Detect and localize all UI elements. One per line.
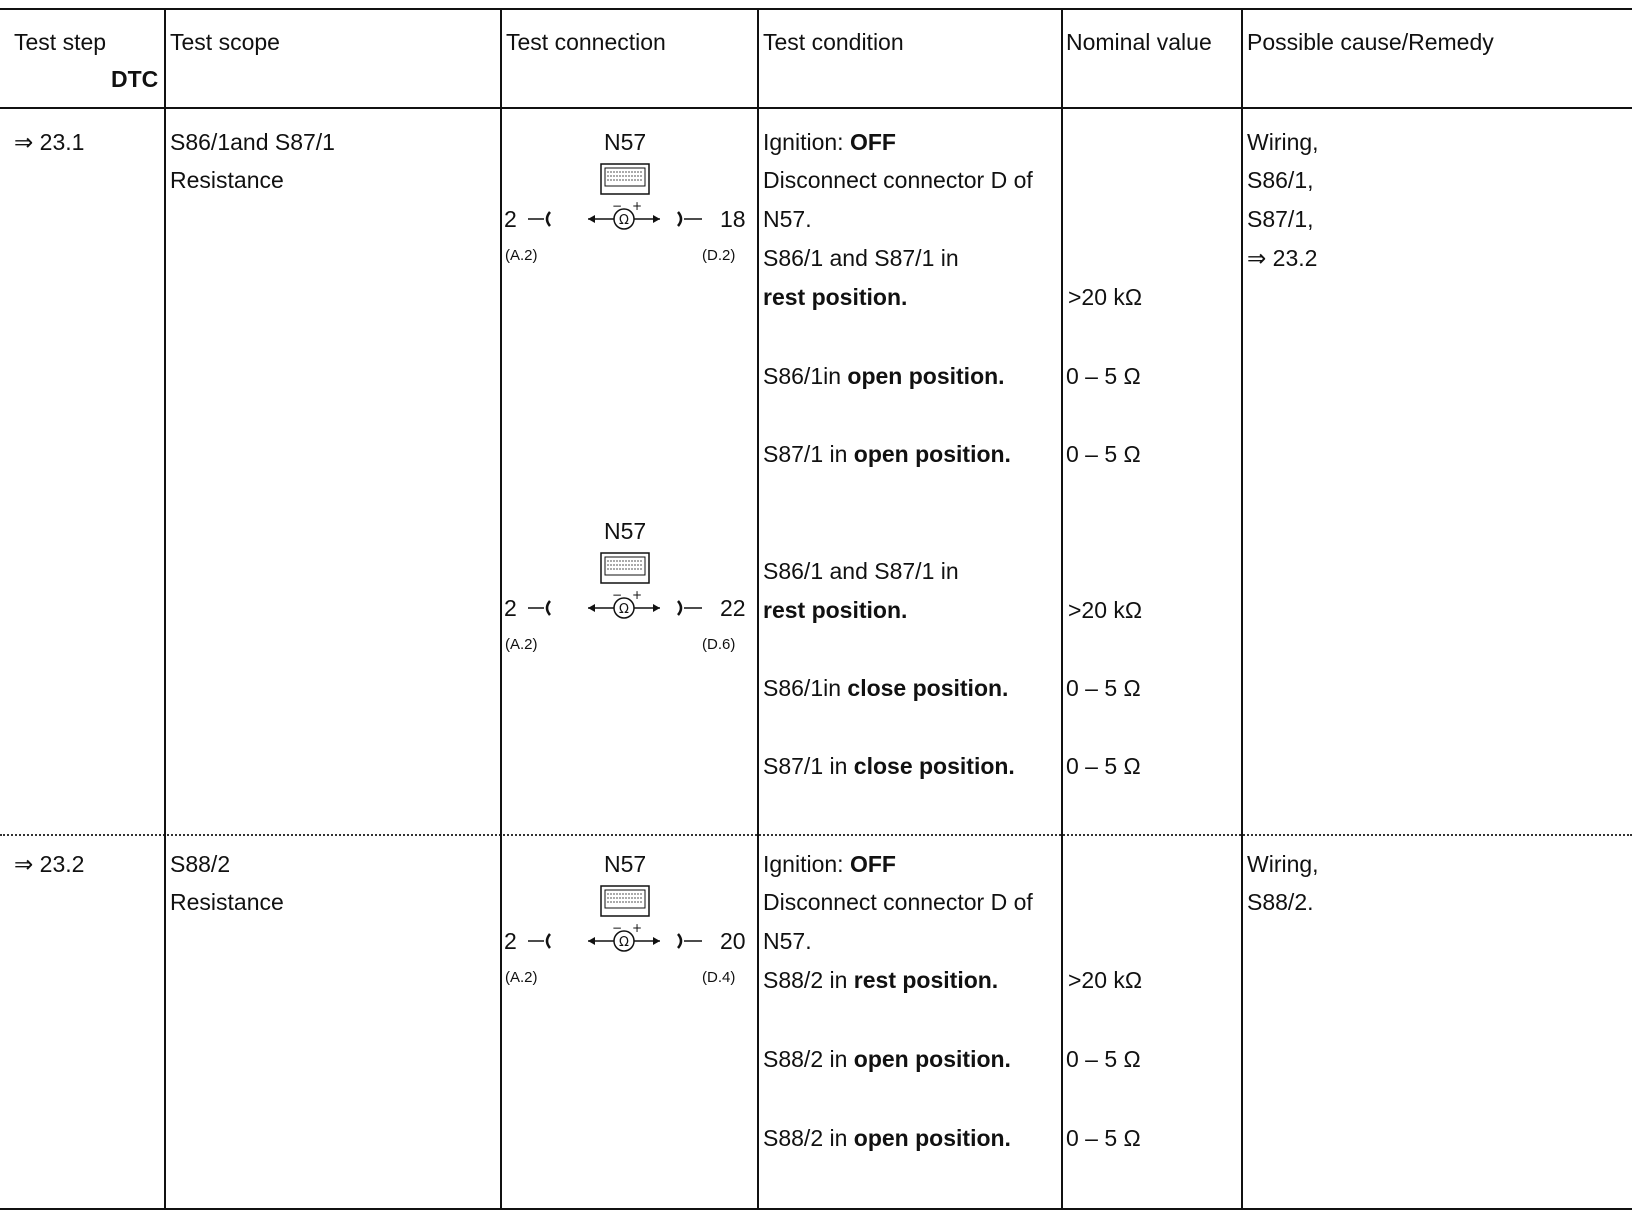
pin-right: 18 bbox=[720, 206, 746, 232]
svg-text:+: + bbox=[632, 588, 643, 602]
column-divider bbox=[1241, 8, 1243, 1210]
test-condition-line: S86/1 and S87/1 in bbox=[763, 558, 959, 584]
possible-cause-line: Wiring, bbox=[1247, 851, 1319, 877]
nominal-value: >20 kΩ bbox=[1068, 967, 1143, 993]
test-condition-line: rest position. bbox=[763, 597, 908, 623]
device-label: N57 bbox=[604, 851, 647, 877]
device-label: N57 bbox=[604, 129, 647, 155]
pin-sub-left: (A.2) bbox=[505, 247, 538, 264]
svg-text:+: + bbox=[632, 199, 643, 213]
header-test-condition: Test condition bbox=[763, 29, 904, 55]
test-connection-diagram bbox=[502, 124, 752, 264]
test-step-number: ⇒ 23.2 bbox=[14, 851, 85, 877]
possible-cause-line: S86/1, bbox=[1247, 167, 1314, 193]
test-condition-line: S87/1 in open position. bbox=[763, 441, 1011, 467]
test-condition-line: Disconnect connector D of bbox=[763, 167, 1033, 193]
test-condition-line: Disconnect connector D of bbox=[763, 889, 1033, 915]
test-scope-line: S88/2 bbox=[170, 851, 231, 877]
header-test-step: Test step bbox=[14, 29, 107, 55]
test-condition-line: S86/1 and S87/1 in bbox=[763, 245, 959, 271]
test-condition-line: N57. bbox=[763, 928, 812, 954]
test-connection-diagram bbox=[502, 513, 752, 653]
header-test-connection: Test connection bbox=[506, 29, 666, 55]
test-condition-line: S88/2 in open position. bbox=[763, 1046, 1011, 1072]
nominal-value: >20 kΩ bbox=[1068, 597, 1143, 623]
nominal-value: 0 – 5 Ω bbox=[1066, 675, 1141, 701]
pin-right: 20 bbox=[720, 928, 746, 954]
nominal-value: >20 kΩ bbox=[1068, 284, 1143, 310]
svg-text:−: − bbox=[612, 199, 623, 213]
svg-text:−: − bbox=[612, 921, 623, 935]
header-dtc: DTC bbox=[111, 66, 159, 92]
header-nominal-value: Nominal value bbox=[1066, 29, 1212, 55]
test-connection-diagram bbox=[502, 846, 752, 986]
nominal-value: 0 – 5 Ω bbox=[1066, 441, 1141, 467]
test-condition-line: N57. bbox=[763, 206, 812, 232]
possible-cause-line: ⇒ 23.2 bbox=[1247, 245, 1318, 271]
test-step-number: ⇒ 23.1 bbox=[14, 129, 85, 155]
test-scope-line: S86/1and S87/1 bbox=[170, 129, 335, 155]
svg-text:Ω: Ω bbox=[619, 935, 629, 950]
pin-left: 2 bbox=[504, 206, 517, 232]
test-condition-line: Ignition: OFF bbox=[763, 129, 896, 155]
pin-sub-right: (D.4) bbox=[702, 969, 736, 986]
svg-text:Ω: Ω bbox=[619, 602, 629, 617]
svg-text:Ω: Ω bbox=[619, 213, 629, 228]
column-divider bbox=[164, 8, 166, 1210]
device-label: N57 bbox=[604, 518, 647, 544]
ohmmeter-icon bbox=[502, 846, 752, 986]
pin-sub-right: (D.6) bbox=[702, 636, 736, 653]
pin-sub-left: (A.2) bbox=[505, 969, 538, 986]
nominal-value: 0 – 5 Ω bbox=[1066, 1125, 1141, 1151]
test-condition-line: S86/1in open position. bbox=[763, 363, 1005, 389]
row-separator bbox=[0, 834, 1632, 836]
test-scope-line: Resistance bbox=[170, 167, 284, 193]
test-condition-line: Ignition: OFF bbox=[763, 851, 896, 877]
pin-sub-left: (A.2) bbox=[505, 636, 538, 653]
test-condition-line: S88/2 in open position. bbox=[763, 1125, 1011, 1151]
pin-sub-right: (D.2) bbox=[702, 247, 736, 264]
pin-left: 2 bbox=[504, 928, 517, 954]
test-condition-line: S86/1in close position. bbox=[763, 675, 1009, 701]
nominal-value: 0 – 5 Ω bbox=[1066, 753, 1141, 779]
ohmmeter-icon bbox=[502, 513, 752, 653]
svg-text:−: − bbox=[612, 588, 623, 602]
possible-cause-line: S88/2. bbox=[1247, 889, 1314, 915]
test-scope-line: Resistance bbox=[170, 889, 284, 915]
pin-right: 22 bbox=[720, 595, 746, 621]
column-divider bbox=[1061, 8, 1063, 1210]
svg-text:+: + bbox=[632, 921, 643, 935]
test-condition-line: S87/1 in close position. bbox=[763, 753, 1015, 779]
pin-left: 2 bbox=[504, 595, 517, 621]
header-bottom-rule bbox=[0, 107, 1632, 109]
nominal-value: 0 – 5 Ω bbox=[1066, 363, 1141, 389]
column-divider bbox=[757, 8, 759, 1210]
nominal-value: 0 – 5 Ω bbox=[1066, 1046, 1141, 1072]
ohmmeter-icon bbox=[502, 124, 752, 264]
header-possible-cause: Possible cause/Remedy bbox=[1247, 29, 1494, 55]
possible-cause-line: S87/1, bbox=[1247, 206, 1314, 232]
test-condition-line: S88/2 in rest position. bbox=[763, 967, 999, 993]
possible-cause-line: Wiring, bbox=[1247, 129, 1319, 155]
table-top-rule bbox=[0, 8, 1632, 10]
header-test-scope: Test scope bbox=[170, 29, 280, 55]
test-condition-line: rest position. bbox=[763, 284, 908, 310]
